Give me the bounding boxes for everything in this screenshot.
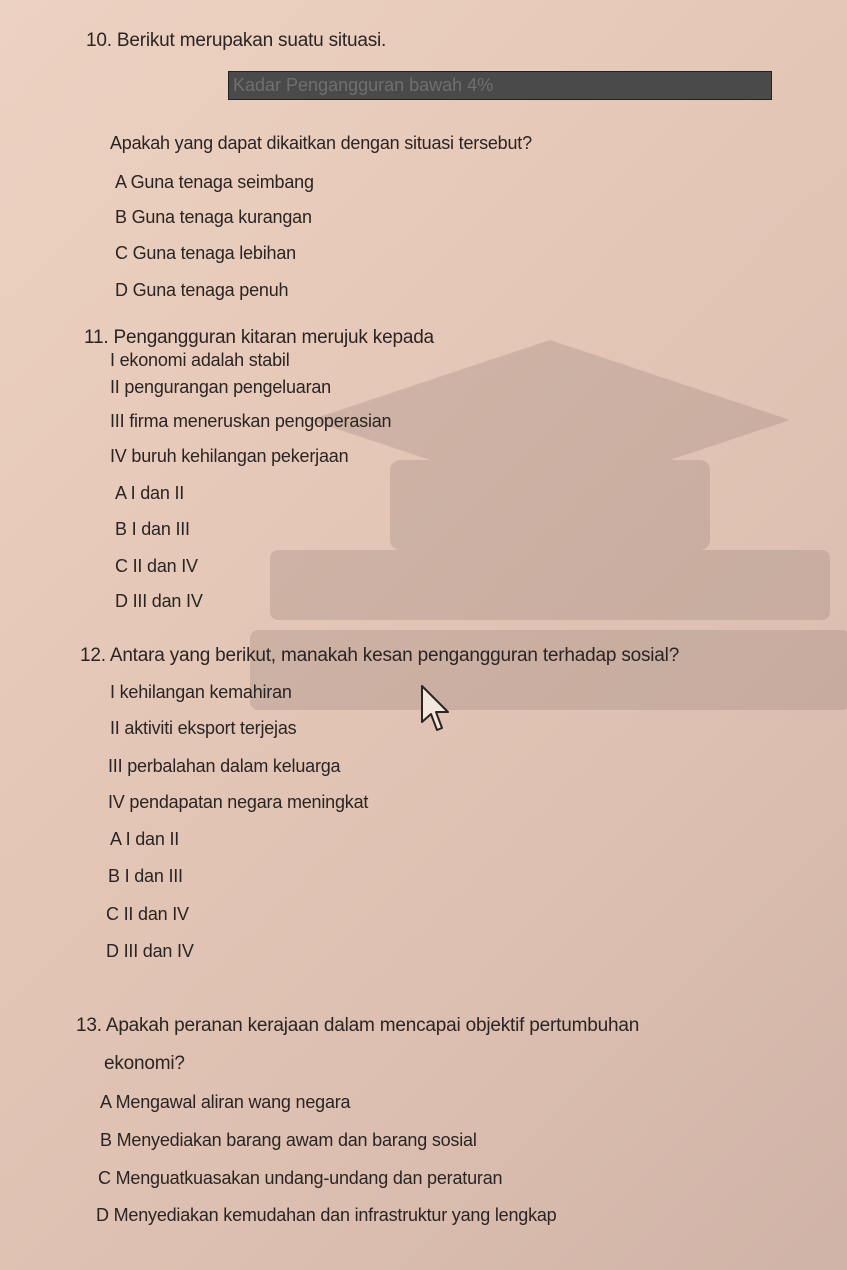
q12-option-b[interactable]: B I dan III <box>108 866 183 886</box>
q10-option-a[interactable]: A Guna tenaga seimbang <box>115 172 314 192</box>
q11-statement-3: III firma meneruskan pengoperasian <box>110 411 392 431</box>
q12-statement-2: II aktiviti eksport terjejas <box>110 718 297 738</box>
q11-title: 11. Pengangguran kitaran merujuk kepada <box>84 327 434 348</box>
q12-title: 12. Antara yang berikut, manakah kesan pengangguran terhadap sosial? <box>80 645 680 666</box>
q12-option-a[interactable]: A I dan II <box>110 829 180 849</box>
q10-situation-banner <box>228 71 772 100</box>
q13-option-d[interactable]: D Menyediakan kemudahan dan infrastruktur yang lengkap <box>96 1205 557 1225</box>
q13-title-line2: ekonomi? <box>104 1053 185 1074</box>
q13-option-c[interactable]: C Menguatkuasakan undang-undang dan peraturan <box>98 1168 503 1188</box>
q10-option-d[interactable]: D Guna tenaga penuh <box>115 280 289 300</box>
q11-statement-2: II pengurangan pengeluaran <box>110 377 331 397</box>
q12-statement-4: IV pendapatan negara meningkat <box>108 792 369 812</box>
q10-prompt: Apakah yang dapat dikaitkan dengan situasi tersebut? <box>110 133 532 153</box>
q11-statement-1: I ekonomi adalah stabil <box>110 350 290 370</box>
q10-option-c[interactable]: C Guna tenaga lebihan <box>115 243 296 263</box>
q12-statement-1: I kehilangan kemahiran <box>110 682 292 702</box>
q13-title-line1: 13. Apakah peranan kerajaan dalam mencapai objektif pertumbuhan <box>76 1015 640 1036</box>
q11-option-b[interactable]: B I dan III <box>115 519 190 539</box>
q10-banner-text: Kadar Pengangguran bawah 4% <box>233 75 494 95</box>
q12-statement-3: III perbalahan dalam keluarga <box>108 756 341 776</box>
q13-option-a[interactable]: A Mengawal aliran wang negara <box>100 1092 351 1112</box>
q13-option-b[interactable]: B Menyediakan barang awam dan barang sosial <box>100 1130 477 1150</box>
mouse-cursor-icon <box>420 684 454 736</box>
q12-option-c[interactable]: C II dan IV <box>106 904 189 924</box>
watermark-graduation-logo <box>250 330 847 750</box>
q11-option-c[interactable]: C II dan IV <box>115 556 198 576</box>
q11-statement-4: IV buruh kehilangan pekerjaan <box>110 446 349 466</box>
q10-title: 10. Berikut merupakan suatu situasi. <box>86 30 387 51</box>
q12-option-d[interactable]: D III dan IV <box>106 941 194 961</box>
q10-option-b[interactable]: B Guna tenaga kurangan <box>115 207 312 227</box>
q11-option-a[interactable]: A I dan II <box>115 483 185 503</box>
q11-option-d[interactable]: D III dan IV <box>115 591 203 611</box>
